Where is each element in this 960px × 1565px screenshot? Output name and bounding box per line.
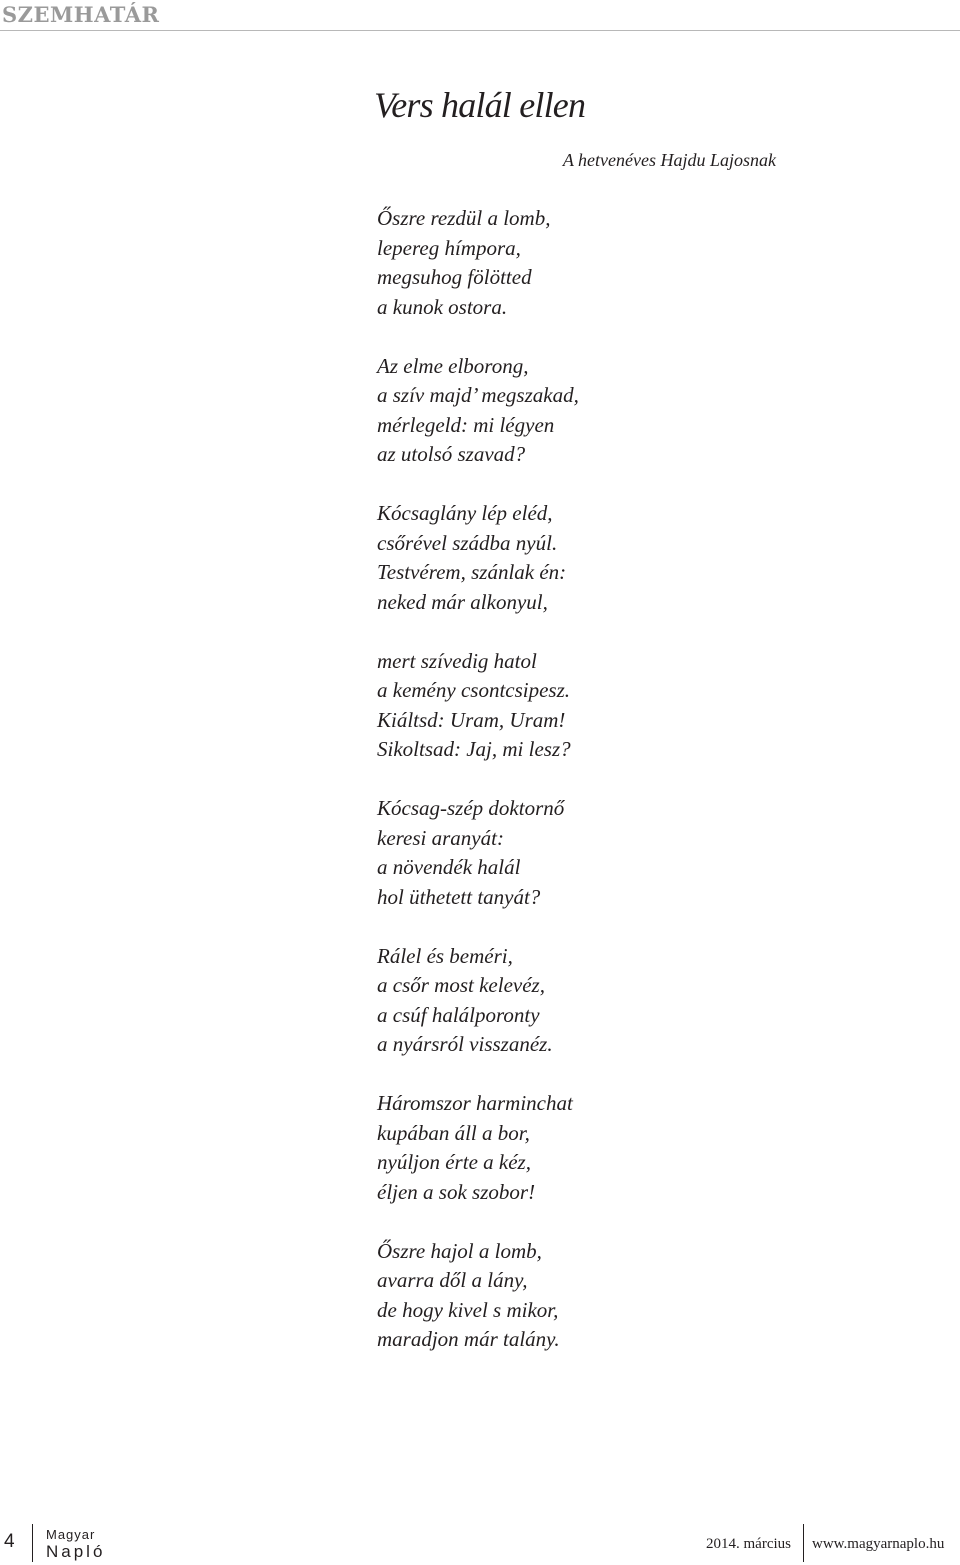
poem-line: csőrével szádba nyúl. bbox=[377, 530, 558, 555]
poem-line: nyúljon érte a kéz, bbox=[377, 1150, 531, 1174]
poem-line: Rálel és beméri, bbox=[377, 943, 513, 968]
poem-line: hol üthetett tanyát? bbox=[377, 884, 541, 909]
poem-title: Vers halál ellen bbox=[374, 85, 586, 125]
logo-line-1: Magyar bbox=[46, 1527, 96, 1542]
logo-line-2: Napló bbox=[46, 1542, 106, 1561]
poem-line: a kemény csontcsipesz. bbox=[377, 678, 571, 702]
stanza-6 bbox=[377, 942, 579, 1060]
poem-line: Kócsag-szép doktornő bbox=[377, 796, 565, 820]
website-url: www.magyarnaplo.hu bbox=[812, 1536, 945, 1552]
poem-line: neked már alkonyul, bbox=[377, 589, 548, 614]
poem-body bbox=[377, 204, 579, 1384]
header-rule bbox=[0, 30, 960, 31]
poem-line: maradjon már talány. bbox=[377, 1327, 560, 1351]
poem-line: a növendék halál bbox=[377, 855, 521, 879]
poem-line: a csőr most kelevéz, bbox=[377, 973, 545, 997]
stanza-1 bbox=[377, 204, 579, 322]
section-label: SZEMHATÁR bbox=[2, 2, 160, 27]
issue-date: 2014. március bbox=[706, 1536, 791, 1552]
poem-line: keresi aranyát: bbox=[377, 825, 504, 850]
poem-line: kupában áll a bor, bbox=[377, 1120, 530, 1145]
stanza-4 bbox=[377, 647, 579, 765]
poem-line: az utolsó szavad? bbox=[377, 442, 526, 466]
footer-divider bbox=[32, 1524, 33, 1562]
poem-line: lepereg hímpora, bbox=[377, 235, 521, 260]
poem-dedication: A hetvenéves Hajdu Lajosnak bbox=[562, 150, 776, 170]
magazine-logo bbox=[46, 1528, 105, 1560]
poem-line: Testvérem, szánlak én: bbox=[377, 560, 567, 584]
footer-divider bbox=[803, 1524, 804, 1562]
poem-line: Kiáltsd: Uram, Uram! bbox=[377, 707, 566, 732]
stanza-5 bbox=[377, 794, 579, 912]
poem-line: mert szívedig hatol bbox=[377, 648, 537, 673]
poem-line: Sikoltsad: Jaj, mi lesz? bbox=[377, 737, 571, 761]
poem-line: Őszre rezdül a lomb, bbox=[377, 206, 551, 230]
stanza-2 bbox=[377, 352, 579, 470]
poem-line: Kócsaglány lép eléd, bbox=[377, 501, 553, 525]
poem-line: megsuhog fölötted bbox=[377, 265, 532, 289]
poem-line: mérlegeld: mi légyen bbox=[377, 412, 555, 437]
stanza-3 bbox=[377, 499, 579, 617]
poem-line: a kunok ostora. bbox=[377, 294, 508, 319]
poem-line: éljen a sok szobor! bbox=[377, 1179, 536, 1204]
poem-line: a szív majd’ megszakad, bbox=[377, 383, 579, 407]
poem-line: de hogy kivel s mikor, bbox=[377, 1297, 559, 1322]
poem-line: Őszre hajol a lomb, bbox=[377, 1238, 542, 1263]
poem-line: Háromszor harminchat bbox=[377, 1091, 573, 1115]
poem-line: a csúf halálporonty bbox=[377, 1002, 540, 1027]
page-number: 4 bbox=[4, 1531, 15, 1552]
stanza-7 bbox=[377, 1089, 579, 1207]
poem-line: a nyársról visszanéz. bbox=[377, 1032, 553, 1056]
stanza-8 bbox=[377, 1237, 579, 1355]
poem-line: avarra dől a lány, bbox=[377, 1268, 528, 1292]
poem-line: Az elme elborong, bbox=[377, 353, 529, 378]
